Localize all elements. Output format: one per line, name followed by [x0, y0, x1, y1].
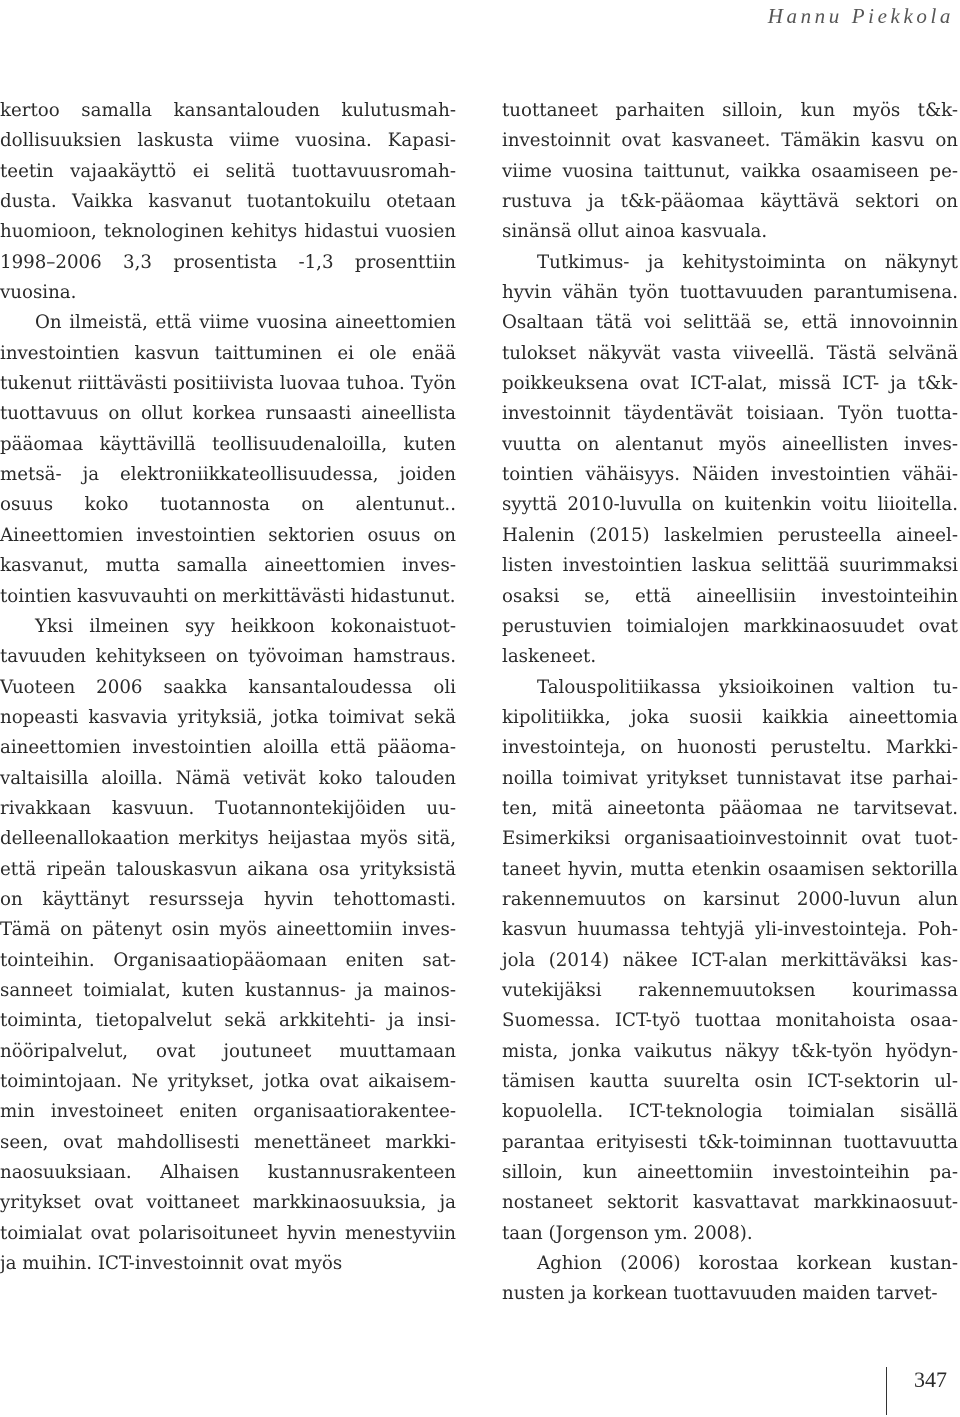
- paragraph: kertoo samalla kansantalouden kulutusmahdollisuuksien laskusta viime vuosina. Kapasiteetin vajaakäyttö ei selitä tuottavuusromahdusta. Vaikka kasvanut tuotantokuilu otetaan huomioon, teknologinen kehitys hidastui vuosien 1998–2006 3,3 prosentista -1,3 prosenttiin vuosina.: [0, 100, 456, 304]
- paragraph: On ilmeistä, että viime vuosina aineettomien investointien kasvun taittuminen ei ole enää tukenut riittävästi positiivista luovaa tuhoa. Työn tuottavuus on ollut korkea runsaasti aineellista pääomaa käyttävillä teollisuudenaloilla, kuten metsä- ja elektroniikkateollisuudessa, joiden osuus koko tuotannosta on alentunut.. Aineettomien investointien sektorien osuus on kasvanut, mutta samalla aineettomien investointien kasvuvauhti on merkittävästi hidastunut.: [0, 312, 456, 607]
- paragraph: tuottaneet parhaiten silloin, kun myös t&k-investoinnit ovat kasvaneet. Tämäkin kasvu on viime vuosina taittunut, vaikka osaamiseen perustuva ja t&k-pääomaa käyttävä sektori on sinänsä ollut ainoa kasvuala.: [502, 100, 958, 243]
- paragraph: Tutkimus- ja kehitystoiminta on näkynyt hyvin vähän työn tuottavuuden parantumisena. Osaltaan tätä voi selittää se, että innovoinnin tulokset näkyvät vasta viiveellä. Tästä selvänä poikkeuksena ovat ICT-alat, missä ICT- ja t&k-investoinnit täydentävät toisiaan. Työn tuottavuutta on alentanut myös aineellisten investointien vähäisyys. Näiden investointien vähäisyyttä 2010-luvulla on kuitenkin voitu liioitella. Halenin (2015) laskelmien perusteella aineellisten investointien laskua selittää suurimmaksi osaksi se, että aineellisiin investointeihin perustuvien toimialojen markkinaosuudet ovat laskeneet.: [502, 251, 958, 668]
- footer-divider: [886, 1367, 887, 1415]
- paragraph: Talouspolitiikassa yksioikoinen valtion tukipolitiikka, joka suosii kaikkia aineettomia investointeja, on huonosti perusteltu. Markkinoilla toimivat yritykset tunnistavat itse parhaiten, mitä aineetonta pääomaa ne tarvitsevat. Esimerkiksi organisaatioinvestoinnit ovat tuottaneet hyvin, mutta etenkin osaamisen sektorilla rakennemuutos on karsinut 2000-luvun alun kasvun huumassa tehtyjä yli-investointeja. Pohjola (2014) näkee ICT-alan merkittäväksi kasvutekijäksi rakennemuutoksen kourimassa Suomessa. ICT-työ tuottaa monitahoista osaamista, jonka vaikutus näkyy t&k-työn hyödyntämisen kautta suurelta osin ICT-sektorin ulkopuolella. ICT-teknologia toimialan sisällä parantaa erityisesti t&k-toiminnan tuottavuutta silloin, kun aineettomiin investointeihin panostaneet sektorit kasvattavat markkinaosuuttaan (Jorgenson ym. 2008).: [502, 676, 958, 1244]
- right-text-column: [502, 96, 958, 1310]
- page-footer: [0, 1362, 960, 1417]
- left-text-column: [0, 96, 456, 1279]
- running-header-author: Hannu Piekkola: [767, 4, 954, 28]
- paragraph: Aghion (2006) korostaa korkean kustannusten ja korkean tuottavuuden maiden tarvet-: [502, 1253, 958, 1305]
- paragraph: Yksi ilmeinen syy heikkoon kokonaistuottavuuden kehitykseen on työvoiman hamstraus. Vuoteen 2006 saakka kansantaloudessa oli nopeasti kasvavia yrityksiä, jotka toimivat sekä aineettomien investointien aloilla että pääomavaltaisilla aloilla. Nämä vetivät koko talouden rivakkaan kasvuun. Tuotannontekijöiden uudelleenallokaation merkitys heijastaa myös sitä, että ripeän talouskasvun aikana osa yrityksistä on käyttänyt resursseja hyvin tehottomasti. Tämä on pätenyt osin myös aineettomiin investointeihin. Organisaatiopääomaan eniten satsanneet toimialat, kuten kustannus- ja mainostoiminta, tietopalvelut sekä arkkitehti- ja insinööripalvelut, ovat joutuneet muuttamaan toimintojaan. Ne yritykset, jotka ovat aikaisemmin investoineet eniten organisaatiorakenteeseen, ovat mahdollisesti menettäneet markkinaosuuksiaan. Alhaisen kustannusrakenteen yritykset ovat voittaneet markkinaosuuksia, ja toimialat ovat polarisoituneet hyvin menestyviin ja muihin. ICT-investoinnit ovat myös: [0, 615, 456, 1275]
- page-number: 347: [914, 1367, 947, 1392]
